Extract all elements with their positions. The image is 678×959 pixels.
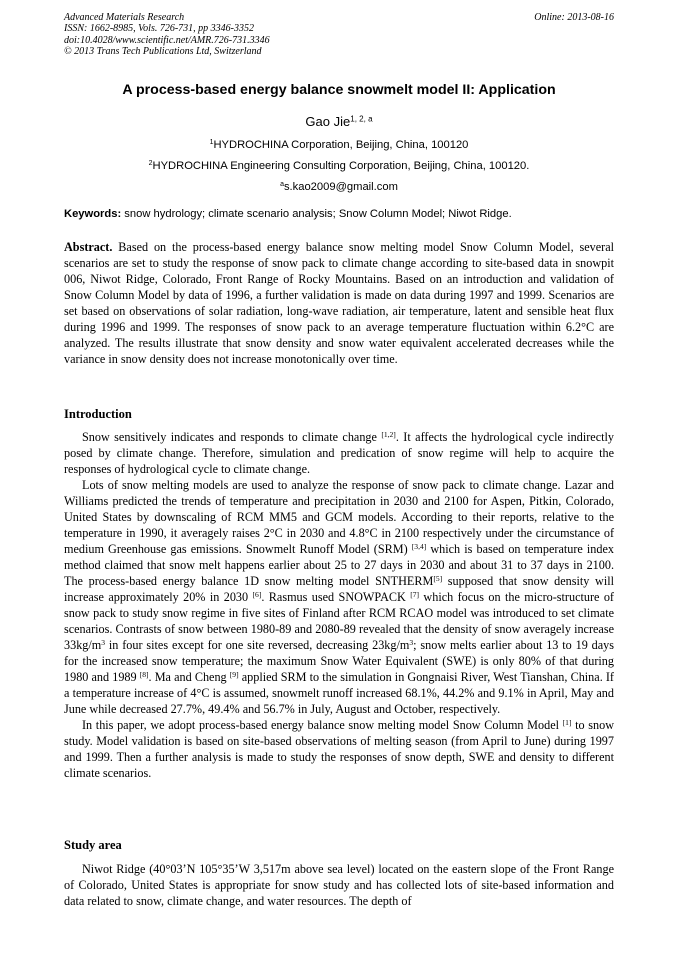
citation: [6] [252,589,262,599]
introduction-body [64,429,614,781]
citation: [8] [139,669,149,679]
copyright-line: © 2013 Trans Tech Publications Ltd, Switzerland [64,45,262,57]
intro-paragraph-3: In this paper, we adopt process-based energy balance snow melting model Snow Column Model [1] to snow study. Model validation is based on site-based observations of melting season (from April to June) during 1997 and 1999. Then a further analysis is made to study the responses of snow depth, SWE and density to different climate scenarios. [64,717,614,780]
abstract [64,239,614,367]
online-date: Online: 2013-08-16 [534,12,614,23]
paper-title: A process-based energy balance snowmelt model II: Application [122,82,556,98]
keywords-label: Keywords: [64,208,122,220]
email-mark: a [280,181,284,189]
keywords [64,208,624,220]
affiliation-2 [0,160,678,172]
affiliation-mark: 1 [209,139,214,147]
study-area-body [64,861,614,909]
affiliation-mark: 2 [148,160,153,168]
author-name: Gao Jie [305,114,351,129]
author-line [0,114,678,129]
email-address[interactable]: s.kao2009@gmail.com [283,181,398,193]
doi-line[interactable]: doi:10.4028/www.scientific.net/AMR.726-731.3346 [64,34,270,46]
affiliation-1 [0,139,678,151]
unit-exponent: 3 [409,637,414,647]
author-marks: 1, 2, a [350,114,373,124]
citation: [1,2] [381,429,396,439]
citation: [3,4] [411,541,427,551]
journal-header [64,12,614,57]
affiliation-text: HYDROCHINA Corporation, Beijing, China, 100120 [213,139,469,151]
unit-exponent: 3 [101,637,106,647]
abstract-text: Based on the process-based energy balance snow melting model Snow Column Model, several scenarios are set to study the response of snow pack to climate change according to site-based data in snowpit 006, Niwot Ridge, Colorado, Front Range of Rocky Mountains. Based on an introduction and validation of Snow Column Model by data of 1996, a further validation is made on data during 1997 and 1999. Scenarios are set based on observations of solar radiation, long-wave radiation, air temperature, latent and sensible heat flux during 1996 and 1999. The responses of snow pack to an average temperature fluctuation within 6.2°C are analyzed. The results illustrate that snow density and snow water equivalent accelerated decreases while the variance in snow density does not increase monotonically over time. [64,240,614,366]
intro-paragraph-1: Snow sensitively indicates and responds to climate change [1,2]. It affects the hydrological cycle indirectly posed by climate change. Therefore, simulation and predication of snow regime will help to acquire the responses of hydrological cycle to climate change. [64,429,614,476]
study-area-paragraph-1: Niwot Ridge (40°03’N 105°35’W 3,517m above sea level) located on the eastern slope of the Front Range of Colorado, United States is appropriate for snow study and has collected lots of site-based information and data related to snow, climate change, and water resources. The depth of [64,862,614,908]
study-area-heading: Study area [64,838,122,852]
issn-line: ISSN: 1662-8985, Vols. 726-731, pp 3346-3352 [64,23,254,35]
citation: [5] [433,573,443,583]
citation: [7] [410,589,420,599]
keywords-text: snow hydrology; climate scenario analysis; Snow Column Model; Niwot Ridge. [121,208,512,220]
abstract-label: Abstract. [64,240,113,254]
affiliation-text: HYDROCHINA Engineering Consulting Corporation, Beijing, China, 100120. [152,160,530,172]
introduction-heading: Introduction [64,407,132,421]
citation: [1] [562,717,572,727]
journal-name: Advanced Materials Research [64,12,185,23]
citation: [9] [229,669,239,679]
intro-paragraph-2: Lots of snow melting models are used to analyze the response of snow pack to climate change. Lazar and Williams predicted the trends of temperature and precipitation in 2030 and 2100 for Aspen, Pitkin, Colorado, United States by downscaling of RCM MM5 and GCM models. According to their reports, relative to the temperature in 1990, it averagely raises 2°C in 2030 and 4.8°C in 2100 respectively under the circumstance of medium Greenhouse gas emissions. Snowmelt Runoff Model (SRM) [3,4] which is based on temperature index method claimed that snow melt happens earlier about 25 to 27 days in 2030 and about 31 to 37 days in 2100. The process-based energy balance 1D snow melting model SNTHERM[5] supposed that snow density will increase approximately 20% in 2030 [6]. Rasmus used SNOWPACK [7] which focus on the micro-structure of snow pack to study snow regime in five sites of Finland after RCM RCAO model was introduced to set climate scenarios. Contrasts of snow between 1980-89 and 2080-89 revealed that the density of snow averagely increase $33kg/m^3$ in four sites except for one site reversed, decreasing $23kg/m^3$; snow melts earlier about 13 to 19 days for the increased snow temperature; the maximum Snow Water Equivalent (SWE) is only 80% of that during 1980 and 1989 [8]. Ma and Cheng [9] applied SRM to the simulation in Gongnaisi River, West Tianshan, China. If a temperature increase of 4°C is assumed, snowmelt runoff increased 68.1%, 44.2% and 9.1% in April, May and June while decreased 27.7%, 49.4% and 56.7% in July, August and October, respectively. [64,478,615,716]
author-email [0,181,678,193]
